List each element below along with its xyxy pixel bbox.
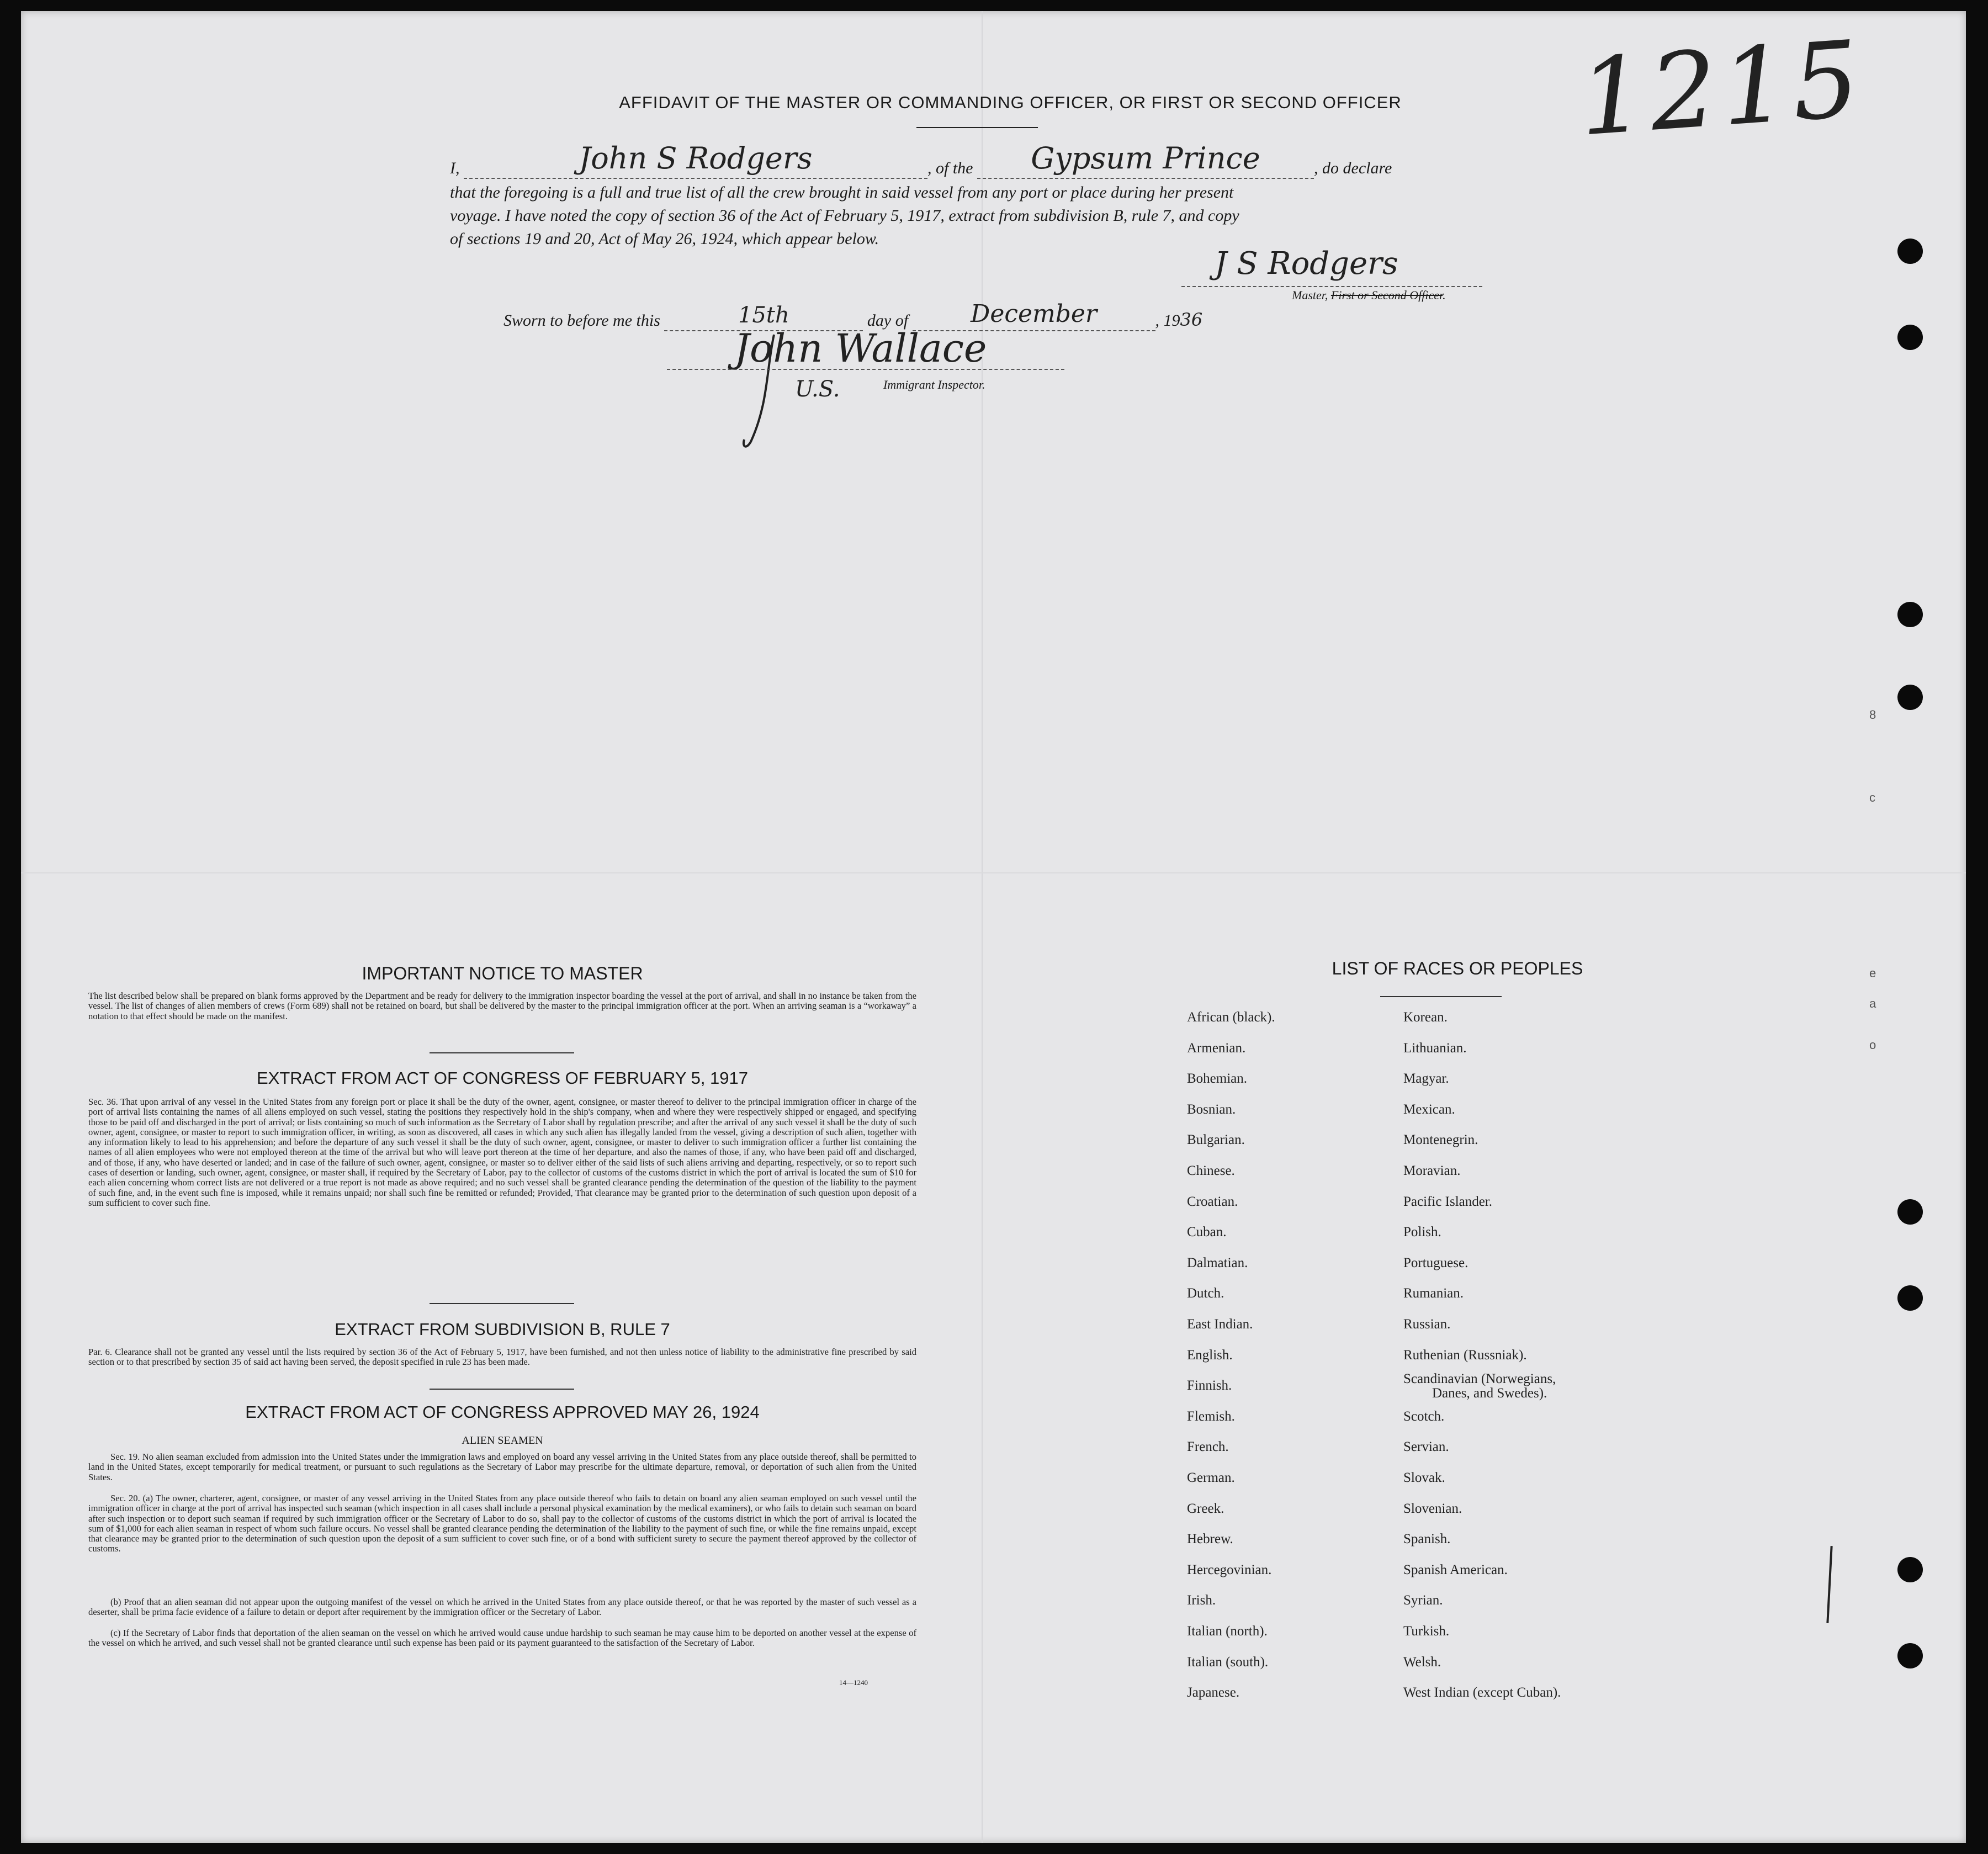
race-item: French.: [1187, 1439, 1229, 1455]
section-20b-text: (b) Proof that an alien seaman did not appear upon the outgoing manifest of the vessel on which he arrived in the United States from any place outside thereof, or that he was reported by the master of such vessel as a deserter, shall be prima facie evidence of a failure to detain or deport after requirement by the immigration officer or the Secretary of Labor.: [88, 1597, 916, 1618]
notice-body: The list described below shall be prepared on blank forms approved by the Department and be ready for delivery to the immigration inspector boarding the vessel at the port of arrival, and shall in no instance be taken from the vessel. The list of changes of alien members of crews (Form 689) shall not be retained on board, but shall be delivered by the master to the principal immigration officer at the port. When an arriving seaman is a “workaway” a notation to that effect should be made on the manifest.: [88, 990, 916, 1021]
race-item: Irish.: [1187, 1593, 1216, 1608]
race-item: English.: [1187, 1347, 1233, 1363]
race-item: Dalmatian.: [1187, 1255, 1248, 1270]
side-mark: o: [1869, 1038, 1876, 1052]
race-item: Russian.: [1403, 1317, 1451, 1332]
vessel-name-field: [977, 141, 1314, 179]
side-mark: 8: [1869, 708, 1876, 722]
affidavit-title: AFFIDAVIT OF THE MASTER OR COMMANDING OFFICER, OR FIRST OR SECOND OFFICER: [619, 93, 1402, 112]
fold-crease-vertical: [982, 11, 983, 1843]
affidavit-text-line: voyage. I have noted the copy of section 36 of the Act of February 5, 1917, extract from subdivision B, rule 7, and copy: [450, 206, 1239, 225]
race-item: Portuguese.: [1403, 1255, 1469, 1270]
section-divider: [430, 1389, 574, 1390]
race-item: Pacific Islander.: [1403, 1194, 1493, 1209]
binder-hole: [1897, 1643, 1923, 1668]
race-item: Italian (north).: [1187, 1624, 1268, 1639]
affidavit-text-line: that the foregoing is a full and true list of all the crew brought in said vessel from any port or place during her present: [450, 183, 1234, 202]
race-item: Lithuanian.: [1403, 1040, 1467, 1056]
race-item: Mexican.: [1403, 1101, 1455, 1117]
race-item: Greek.: [1187, 1501, 1224, 1516]
inspector-signature: John Wallace: [734, 326, 987, 371]
race-item: Finnish.: [1187, 1378, 1232, 1394]
alien-seamen-subtitle: ALIEN SEAMEN: [462, 1434, 543, 1447]
race-item: Slovenian.: [1403, 1501, 1462, 1516]
notice-title: IMPORTANT NOTICE TO MASTER: [362, 963, 643, 983]
race-item: Croatian.: [1187, 1194, 1238, 1209]
side-mark: e: [1869, 966, 1876, 980]
binder-hole: [1897, 685, 1923, 710]
sworn-month: December: [971, 300, 1098, 328]
binder-hole: [1897, 1285, 1923, 1311]
race-item: Bulgarian.: [1187, 1132, 1245, 1148]
extract-rule7-title: EXTRACT FROM SUBDIVISION B, RULE 7: [335, 1320, 670, 1339]
race-item: Italian (south).: [1187, 1654, 1269, 1670]
race-item: Hebrew.: [1187, 1532, 1233, 1547]
sworn-line: [503, 300, 1575, 331]
race-item: Montenegrin.: [1403, 1132, 1478, 1148]
extract-rule7-body: Par. 6. Clearance shall not be granted any vessel until the lists required by section 36 of the Act of February 5, 1917, have been furnished, and not then unless notice of liability to the administrative fine prescribed by said section or to that prescribed by section 35 of said act having been served, the deposit specified in rule 23 has been made.: [88, 1347, 916, 1368]
races-title: LIST OF RACES OR PEOPLES: [1332, 958, 1583, 978]
form-number: 14—1240: [839, 1678, 868, 1687]
of-the-label: , of the: [927, 159, 973, 177]
do-declare-label: , do declare: [1314, 159, 1392, 177]
page-number: 1215: [1575, 18, 1868, 160]
inspector-signature-line: [667, 369, 1064, 370]
race-item: African (black).: [1187, 1010, 1275, 1025]
affidavit-declaration-line: [450, 141, 1521, 179]
side-mark: c: [1869, 791, 1875, 804]
master-name: John S Rodgers: [579, 141, 813, 176]
race-item: Scandinavian (Norwegians,: [1403, 1371, 1556, 1387]
race-item: Magyar.: [1403, 1071, 1449, 1087]
race-item: Welsh.: [1403, 1654, 1441, 1670]
binder-hole: [1897, 325, 1923, 350]
struck-officer-title: First or Second Officer: [1330, 288, 1443, 302]
inspector-initials: U.S.: [795, 377, 840, 402]
extract-1924-title: EXTRACT FROM ACT OF CONGRESS APPROVED MAY 26, 1924: [245, 1402, 760, 1422]
binder-hole: [1897, 1557, 1923, 1582]
sworn-prefix: Sworn to before me this: [503, 311, 660, 330]
race-item: Korean.: [1403, 1010, 1448, 1025]
title-rule: [1380, 996, 1502, 997]
year-prefix: , 19: [1155, 311, 1180, 330]
master-caption: Master, First or Second Officer.: [1292, 288, 1446, 302]
extract-1917-title: EXTRACT FROM ACT OF CONGRESS OF FEBRUARY 5, 1917: [256, 1068, 749, 1088]
section-divider: [430, 1303, 574, 1304]
race-item: Slovak.: [1403, 1470, 1445, 1485]
side-mark: a: [1869, 997, 1876, 1010]
document-page: [21, 11, 1966, 1843]
signature-flourish: [740, 331, 784, 453]
vessel-name: Gypsum Prince: [1031, 141, 1260, 176]
race-item: Turkish.: [1403, 1624, 1450, 1639]
fold-crease-horizontal: [21, 872, 1966, 873]
race-item: German.: [1187, 1470, 1235, 1485]
title-rule: [916, 127, 1038, 128]
extract-1917-body: Sec. 36. That upon arrival of any vessel in the United States from any foreign port or place it shall be the duty of the owner, agent, consignee, or master thereof to deliver to the principal immigration officer in charge of the port of arrival lists containing the names of all aliens employed on such vessel, stating the positions they respectively hold in the ship's company, when and where they were respectively shipped or engaged, and specifying those to be paid off and discharged in the port of arrival; or lists containing so much of such information as the Secretary of Labor shall by regulation prescribe; and after the arrival of any such vessel it shall be the duty of such owner, agent, consignee, or master to report to such immigration officer, in writing, as soon as discovered, all cases in which any such alien has illegally landed from the vessel, giving a description of such alien, together with any information likely to lead to his apprehension; and before the departure of any such vessel it shall be the duty of such owner, agent, consignee, or master to deliver to such immigration officer a further list containing the names of all alien employees who were not employed thereon at the time of the arrival but who will leave port thereon at the time of her departure, and also the names of those, if any, who have been paid off and discharged, and of those, if any, who have deserted or landed; and in case of the failure of such owner, agent, consignee, or master so to deliver either of the said lists of such aliens arriving and departing, respectively, or so to report such cases of desertion or landing, such owner, agent, consignee, or master shall, if required by the Secretary of Labor, pay to the collector of customs of the customs district in which the port of arrival is located the sum of $10 for each alien concerning whom correct lists are not delivered or a true report is not made as above required; and no such vessel shall be granted clearance pending the determination of the question of the liability to the payment of such fine, and, in the event such fine is imposed, while it remains unpaid; nor shall such fine be remitted or refunded; Provided, That clearance may be granted prior to the determination of such question upon deposit of a sum sufficient to cover such fine.: [88, 1096, 916, 1208]
race-item: Flemish.: [1187, 1408, 1235, 1424]
race-item: Polish.: [1403, 1225, 1441, 1240]
sworn-day: 15th: [738, 303, 789, 328]
master-signature: J S Rodgers: [1215, 246, 1398, 282]
race-item: Moravian.: [1403, 1163, 1461, 1178]
day-of-label: day of: [867, 311, 909, 330]
section-19-text: Sec. 19. No alien seaman excluded from admission into the United States under the immigration laws and employed on board any vessel arriving in the United States from any place outside thereof, shall be permitted to land in the United States, except temporarily for medical treatment, or pursuant to such regulations as the Secretary of Labor may prescribe for the ultimate departure, removal, or deportation of such alien from the United States.: [88, 1452, 916, 1482]
race-item: Rumanian.: [1403, 1286, 1464, 1301]
section-20a-text: Sec. 20. (a) The owner, charterer, agent, consignee, or master of any vessel arriving in the United States from any place outside thereof who fails to detain on board any alien seaman employed on such vessel until the immigration officer in charge at the port of arrival has inspected such seaman (which inspection in all cases shall include a personal physical examination by the medical examiners), or who fails to detain such seaman on board after such inspection or to deport such seaman if required by such immigration officer or the Secretary of Labor to do so, shall pay to the collector of customs of the customs district in which the port of arrival is located the sum of $1,000 for each alien seaman in respect of whom such failure occurs. No vessel shall be granted clearance pending the determination of the liability to the payment of such fine, or while the fine remains unpaid, except that clearance may be granted prior to the determination of such question upon the deposit of a sum sufficient to cover such fine, or of a bond with sufficient surety to secure the payment thereof approved by the collector of customs.: [88, 1493, 916, 1554]
race-item: Japanese.: [1187, 1685, 1240, 1701]
race-item: Chinese.: [1187, 1163, 1235, 1178]
race-item: Scotch.: [1403, 1408, 1445, 1424]
binder-hole: [1897, 239, 1923, 264]
section-20c-text: (c) If the Secretary of Labor finds that deportation of the alien seaman on the vessel on which he arrived would cause undue hardship to such seaman he may cause him to be deported on another vessel at the expense of the vessel on which he arrived, and such vessel shall not be granted clearance until such expense has been paid or its payment guaranteed to the satisfaction of the Secretary of Labor.: [88, 1628, 916, 1649]
race-item: East Indian.: [1187, 1317, 1253, 1332]
race-item: Dutch.: [1187, 1286, 1224, 1301]
master-signature-line: [1181, 286, 1482, 287]
race-item: Syrian.: [1403, 1593, 1443, 1608]
race-item-continuation: Danes, and Swedes).: [1432, 1386, 1547, 1401]
race-item: Armenian.: [1187, 1040, 1246, 1056]
declarant-prefix: I,: [450, 159, 460, 177]
affidavit-text-line: of sections 19 and 20, Act of May 26, 1924, which appear below.: [450, 230, 879, 248]
race-item: Ruthenian (Russniak).: [1403, 1347, 1527, 1363]
race-item: Servian.: [1403, 1439, 1449, 1455]
race-item: Bohemian.: [1187, 1071, 1248, 1087]
race-item: Hercegovinian.: [1187, 1562, 1272, 1577]
sworn-year: 36: [1180, 309, 1203, 330]
inspector-caption: Immigrant Inspector.: [883, 378, 985, 391]
race-item: Spanish American.: [1403, 1562, 1508, 1577]
race-item: Bosnian.: [1187, 1101, 1236, 1117]
binder-hole: [1897, 1199, 1923, 1225]
binder-hole: [1897, 602, 1923, 627]
race-item: Spanish.: [1403, 1532, 1451, 1547]
master-name-field: [464, 141, 927, 179]
section-divider: [430, 1052, 574, 1053]
race-item: West Indian (except Cuban).: [1403, 1685, 1561, 1701]
race-item: Cuban.: [1187, 1225, 1227, 1240]
